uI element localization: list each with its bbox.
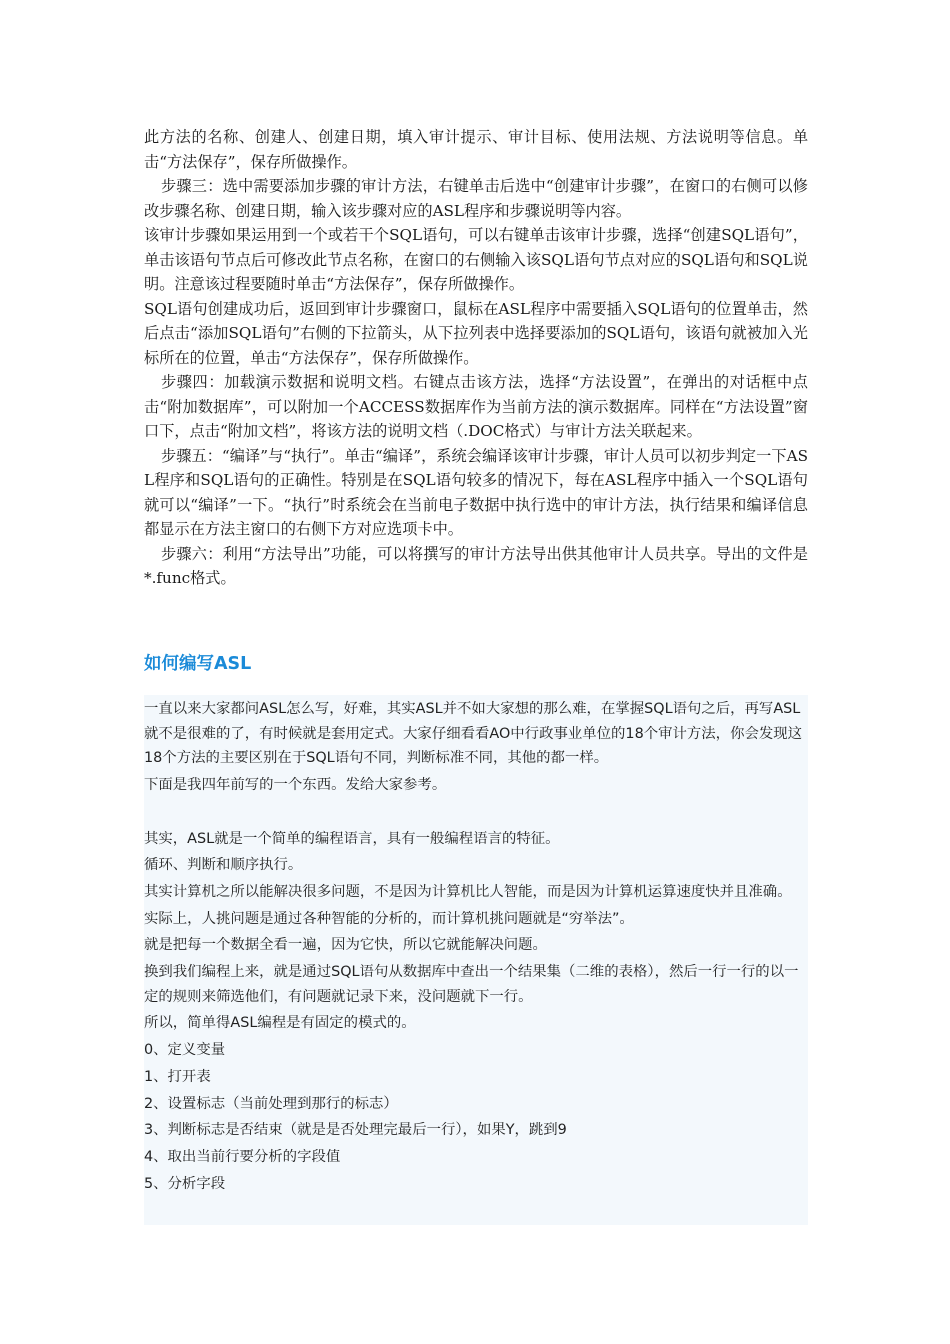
quote-line: 0、定义变量	[144, 1042, 226, 1059]
quote-line: 5、分析字段	[144, 1175, 226, 1192]
quote-line: 3、判断标志是否结束（就是是否处理完最后一行），如果Y，跳到9	[144, 1122, 567, 1139]
document-page	[144, 125, 808, 1192]
quote-line: 一直以来大家都问ASL怎么写，好难，其实ASL并不如大家想的那么难，在掌握SQL语句之后，再写ASL就不是很难的了，有时候就是套用定式。大家仔细看看AO中行政事业单位的18个审计方法，你会发现这18个方法的主要区别在于SQL语句不同，判断标准不同，其他的都一样。	[144, 701, 803, 767]
body-text	[144, 125, 808, 591]
quoted-post-box	[144, 695, 808, 1225]
blank-line	[144, 798, 808, 825]
quote-line: 1、打开表	[144, 1068, 211, 1085]
quote-line: 循环、判断和顺序执行。	[144, 857, 303, 874]
body-paragraph: 步骤六：利用“方法导出”功能，可以将撰写的审计方法导出供其他审计人员共享。导出的文件是*.func格式。	[144, 544, 808, 587]
quote-line: 其实，ASL就是一个简单的编程语言，具有一般编程语言的特征。	[144, 830, 560, 847]
body-paragraph: SQL语句创建成功后，返回到审计步骤窗口，鼠标在ASL程序中需要插入SQL语句的位置单击，然后点击“添加SQL语句”右侧的下拉箭头，从下拉列表中选择要添加的SQL语句，该语句就被加入光标所在的位置，单击“方法保存”，保存所做操作。	[144, 299, 808, 367]
quoted-post-text	[144, 695, 808, 1196]
body-paragraph: 该审计步骤如果运用到一个或若干个SQL语句，可以右键单击该审计步骤，选择“创建SQL语句”，单击该语句节点后可修改此节点名称，在窗口的右侧输入该SQL语句节点对应的SQL语句和SQL说明。注意该过程要随时单击“方法保存”，保存所做操作。	[144, 226, 808, 293]
section-heading: 如何编写ASL	[144, 654, 252, 674]
quote-line: 其实计算机之所以能解决很多问题，不是因为计算机比人智能，而是因为计算机运算速度快并且准确。	[144, 883, 792, 900]
quote-line: 换到我们编程上来，就是通过SQL语句从数据库中查出一个结果集（二维的表格），然后一行一行的以一定的规则来筛选他们，有问题就记录下来，没问题就下一行。	[144, 964, 799, 1005]
body-paragraph: 步骤四：加载演示数据和说明文档。右键点击该方法，选择“方法设置”，在弹出的对话框中点击“附加数据库”，可以附加一个ACCESS数据库作为当前方法的演示数据库。同样在“方法设置”窗口下，点击“附加文档”，将该方法的说明文档（.DOC格式）与审计方法关联起来。	[144, 373, 808, 440]
quote-line: 所以，简单得ASL编程是有固定的模式的。	[144, 1015, 416, 1032]
quote-line: 4、取出当前行要分析的字段值	[144, 1148, 341, 1165]
quote-line: 就是把每一个数据全看一遍，因为它快，所以它就能解决问题。	[144, 937, 547, 954]
body-paragraph: 步骤三：选中需要添加步骤的审计方法，右键单击后选中“创建审计步骤”，在窗口的右侧可以修改步骤名称、创建日期，输入该步骤对应的ASL程序和步骤说明等内容。	[144, 177, 808, 220]
quote-line: 下面是我四年前写的一个东西。发给大家参考。	[144, 777, 447, 794]
quote-line: 2、设置标志（当前处理到那行的标志）	[144, 1095, 398, 1112]
quote-line: 实际上，人挑问题是通过各种智能的分析的，而计算机挑问题就是“穷举法”。	[144, 910, 634, 927]
body-paragraph: 步骤五：“编译”与“执行”。单击“编译”，系统会编译该审计步骤，审计人员可以初步判定一下ASL程序和SQL语句的正确性。特别是在SQL语句较多的情况下，每在ASL程序中插入一个SQL语句就可以“编译”一下。“执行”时系统会在当前电子数据中执行选中的审计方法，执行结果和编译信息都显示在方法主窗口的右侧下方对应选项卡中。	[144, 446, 808, 538]
body-paragraph: 此方法的名称、创建人、创建日期，填入审计提示、审计目标、使用法规、方法说明等信息。单击“方法保存”，保存所做操作。	[144, 128, 808, 171]
